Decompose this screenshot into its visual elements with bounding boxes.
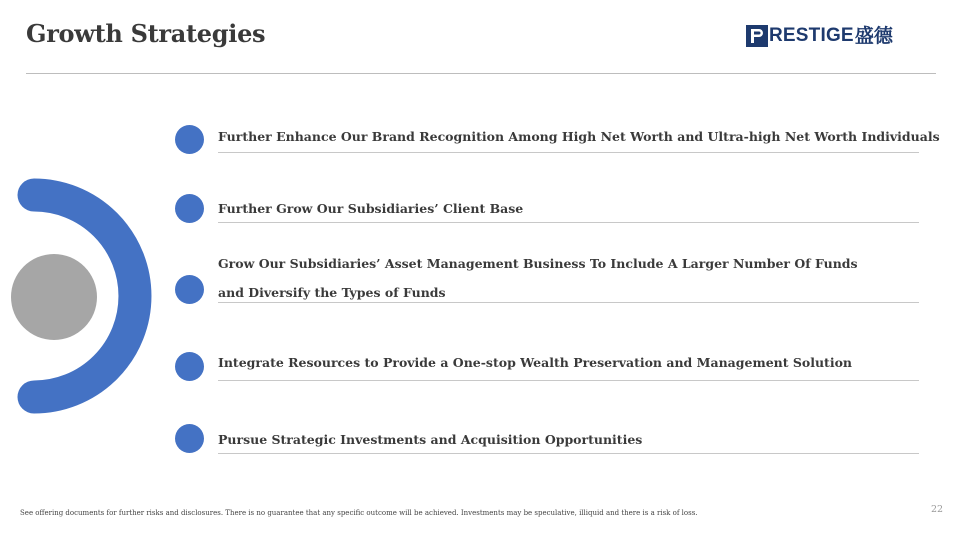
footer-disclaimer: See offering documents for further risks and disclosures. There is no guarantee that any specific outcome will be achieved. Investments may be speculative, illiquid and there is a risk of loss.	[20, 509, 698, 517]
prestige-logo	[746, 23, 893, 49]
center-circle	[11, 254, 97, 340]
strategy-item-2: Further Grow Our Subsidiaries’ Client Base	[218, 201, 524, 216]
prestige-p-mark-icon	[746, 25, 768, 47]
item-divider-2	[218, 222, 919, 223]
logo-chinese: 盛德	[854, 25, 893, 47]
item-divider-5	[218, 453, 919, 454]
item-dot-4	[175, 352, 204, 381]
page-title: Growth Strategies	[26, 19, 266, 48]
item-dot-1	[175, 125, 204, 154]
strategy-item-1: Further Enhance Our Brand Recognition Among High Net Worth and Ultra-high Net Worth Individuals	[218, 129, 940, 144]
item-divider-1	[218, 152, 919, 153]
strategy-arc-graphic	[0, 0, 200, 541]
strategy-item-5: Pursue Strategic Investments and Acquisition Opportunities	[218, 432, 643, 447]
strategy-item-3-line1: Grow Our Subsidiaries’ Asset Management Business To Include A Larger Number Of Funds	[218, 256, 858, 271]
item-dot-2	[175, 194, 204, 223]
strategy-item-4: Integrate Resources to Provide a One-stop Wealth Preservation and Management Solution	[218, 355, 853, 370]
item-dot-3	[175, 275, 204, 304]
item-divider-3	[218, 302, 919, 303]
logo-wordmark: RESTIGE	[769, 25, 854, 46]
page-number: 22	[931, 504, 944, 515]
item-dot-5	[175, 424, 204, 453]
item-divider-4	[218, 380, 919, 381]
strategy-item-3-line2: and Diversify the Types of Funds	[218, 285, 446, 300]
